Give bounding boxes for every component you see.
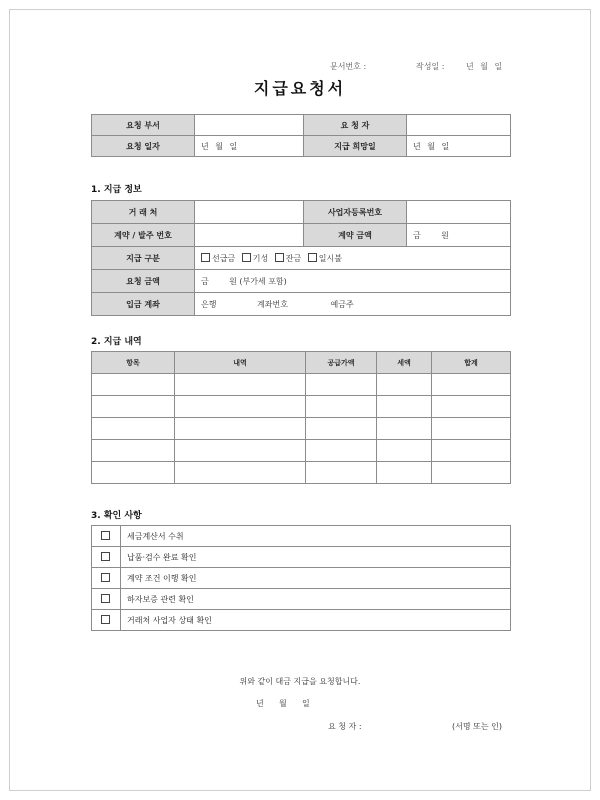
confirmation-table	[91, 525, 511, 631]
doc-number-label: 문서번호 :	[330, 62, 367, 71]
signature-date: 년 월 일	[256, 699, 310, 708]
checkbox-icon	[242, 253, 251, 262]
cell-total[interactable]	[432, 462, 511, 484]
section-confirmation-title: 3. 확인 사항	[91, 511, 142, 521]
request-amount-label: 요청 금액	[92, 270, 195, 293]
confirm-checkbox[interactable]	[92, 589, 121, 610]
col-item: 항목	[92, 352, 175, 374]
confirm-checkbox[interactable]	[92, 568, 121, 589]
table-row	[92, 418, 511, 440]
cell-description[interactable]	[175, 396, 306, 418]
checkbox-icon	[101, 531, 110, 540]
table-row	[92, 440, 511, 462]
section-payment-detail-title: 2. 지급 내역	[91, 337, 142, 347]
requester-label: 요 청 자	[304, 115, 407, 136]
cell-description[interactable]	[175, 440, 306, 462]
signer-label: 요 청 자 :	[328, 722, 362, 731]
list-item	[92, 526, 511, 547]
cell-total[interactable]	[432, 440, 511, 462]
vendor-field[interactable]	[195, 201, 304, 224]
confirm-label: 납품·검수 완료 확인	[121, 547, 511, 568]
account-label: 입금 계좌	[92, 293, 195, 316]
payment-detail-table	[91, 351, 511, 484]
col-total: 합계	[432, 352, 511, 374]
confirm-label: 하자보증 관련 확인	[121, 589, 511, 610]
contract-amount-field[interactable]: 금 원	[407, 224, 511, 247]
dept-field[interactable]	[195, 115, 304, 136]
bank-label: 은행	[201, 299, 217, 309]
contract-no-label: 계약 / 발주 번호	[92, 224, 195, 247]
vendor-label: 거 래 처	[92, 201, 195, 224]
checkbox-icon	[201, 253, 210, 262]
list-item	[92, 589, 511, 610]
request-date-field[interactable]: 년 월 일	[195, 136, 304, 157]
confirm-checkbox[interactable]	[92, 547, 121, 568]
table-row	[92, 462, 511, 484]
cell-total[interactable]	[432, 396, 511, 418]
cell-supply[interactable]	[306, 396, 377, 418]
table-row	[92, 396, 511, 418]
request-info-table	[91, 114, 511, 157]
checkbox-icon	[101, 615, 110, 624]
account-holder-label: 예금주	[330, 299, 354, 309]
cell-tax[interactable]	[377, 396, 432, 418]
list-item	[92, 568, 511, 589]
cell-tax[interactable]	[377, 462, 432, 484]
bizno-field[interactable]	[407, 201, 511, 224]
cell-tax[interactable]	[377, 440, 432, 462]
checkbox-icon	[101, 552, 110, 561]
written-date-label: 작성일 :	[416, 62, 445, 71]
request-amount-field[interactable]: 금 원 (부가세 포함)	[195, 270, 511, 293]
confirm-label: 거래처 사업자 상태 확인	[121, 610, 511, 631]
requester-field[interactable]	[407, 115, 511, 136]
confirm-checkbox[interactable]	[92, 610, 121, 631]
cell-description[interactable]	[175, 418, 306, 440]
option-progress[interactable]: 기성	[242, 254, 268, 263]
written-date-value: 년 월 일	[466, 62, 505, 71]
cell-item[interactable]	[92, 374, 175, 396]
list-item	[92, 547, 511, 568]
cell-description[interactable]	[175, 374, 306, 396]
dept-label: 요청 부서	[92, 115, 195, 136]
col-description: 내역	[175, 352, 306, 374]
request-statement: 위와 같이 대금 지급을 요청합니다.	[239, 677, 361, 686]
option-balance[interactable]: 잔금	[275, 254, 301, 263]
payment-info-table	[91, 200, 511, 316]
list-item	[92, 610, 511, 631]
confirm-label: 세금계산서 수취	[121, 526, 511, 547]
checkbox-icon	[101, 594, 110, 603]
contract-no-field[interactable]	[195, 224, 304, 247]
cell-item[interactable]	[92, 396, 175, 418]
bizno-label: 사업자등록번호	[304, 201, 407, 224]
col-supply-amount: 공급가액	[306, 352, 377, 374]
checkbox-icon	[308, 253, 317, 262]
section-payment-info-title: 1. 지급 정보	[91, 185, 142, 195]
cell-item[interactable]	[92, 440, 175, 462]
cell-item[interactable]	[92, 462, 175, 484]
document-title: 지급요청서	[253, 79, 347, 98]
account-field[interactable]	[195, 293, 511, 316]
confirm-checkbox[interactable]	[92, 526, 121, 547]
option-advance[interactable]: 선급금	[201, 254, 235, 263]
col-tax: 세액	[377, 352, 432, 374]
cell-supply[interactable]	[306, 462, 377, 484]
payment-type-label: 지급 구분	[92, 247, 195, 270]
table-row	[92, 374, 511, 396]
cell-supply[interactable]	[306, 440, 377, 462]
cell-tax[interactable]	[377, 418, 432, 440]
desired-date-label: 지급 희망일	[304, 136, 407, 157]
account-number-label: 계좌번호	[257, 299, 288, 309]
cell-supply[interactable]	[306, 418, 377, 440]
confirm-label: 계약 조건 이행 확인	[121, 568, 511, 589]
payment-type-options	[195, 247, 511, 270]
cell-item[interactable]	[92, 418, 175, 440]
request-date-label: 요청 일자	[92, 136, 195, 157]
cell-total[interactable]	[432, 374, 511, 396]
desired-date-field[interactable]: 년 월 일	[407, 136, 511, 157]
option-lump-sum[interactable]: 일시불	[308, 254, 342, 263]
cell-supply[interactable]	[306, 374, 377, 396]
checkbox-icon	[275, 253, 284, 262]
contract-amount-label: 계약 금액	[304, 224, 407, 247]
signature-note[interactable]: (서명 또는 인)	[452, 722, 502, 731]
cell-total[interactable]	[432, 418, 511, 440]
cell-description[interactable]	[175, 462, 306, 484]
cell-tax[interactable]	[377, 374, 432, 396]
checkbox-icon	[101, 573, 110, 582]
